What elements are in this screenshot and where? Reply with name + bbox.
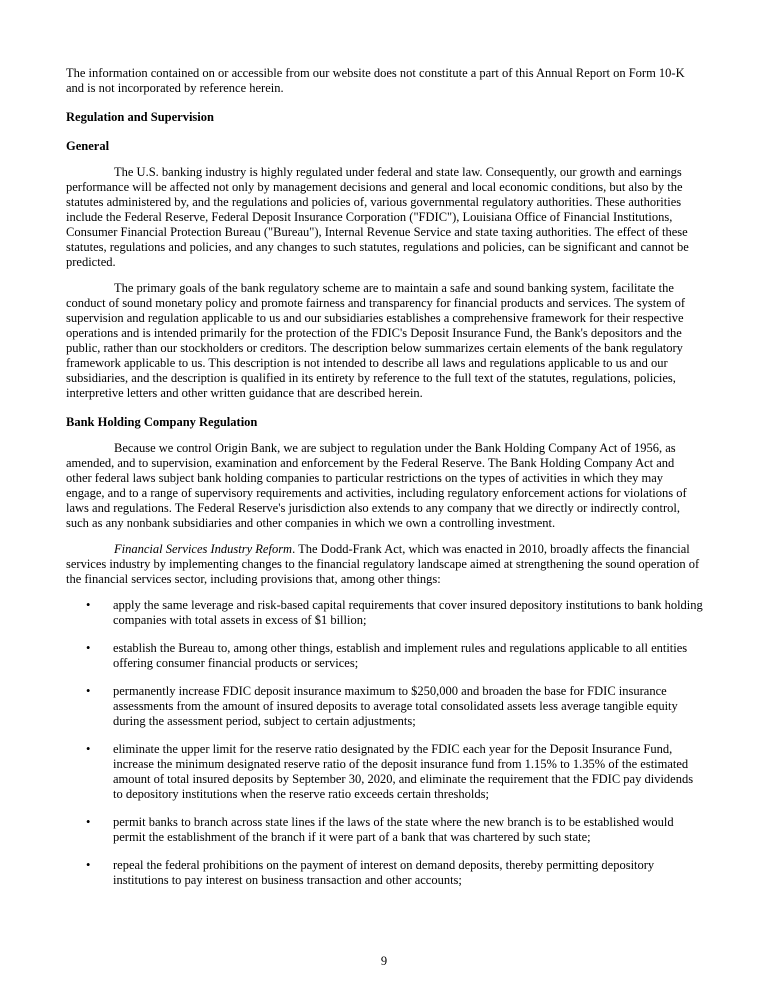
bullet-marker: • [86, 742, 91, 756]
list-item-text: eliminate the upper limit for the reserve ratio designated by the FDIC each year for the Deposit Insurance Fund, increase the minimum designated reserve ratio of the deposit insurance fund from 1.15% to 1.35% of the estimated amount of total insured deposits by September 30, 2020, and eliminate the requirement that the FDIC pay dividends to depository institutions when the reserve ratio exceeds certain thresholds; [113, 742, 694, 801]
bullet-marker: • [86, 858, 91, 872]
bullet-marker: • [86, 598, 91, 612]
subsection-heading-bank-holding-company-regulation: Bank Holding Company Regulation [66, 415, 258, 429]
intro-paragraph: The information contained on or accessible from our website does not constitute a part of this Annual Report on Form 10-K and is not incorporated by reference herein. [66, 66, 685, 95]
page-number: 9 [380, 954, 388, 968]
list-item [66, 684, 703, 729]
paragraph-banking-industry: The U.S. banking industry is highly regulated under federal and state law. Consequently, our growth and earnings performance will be affected not only by management decisions and general and local economic conditions, but also by the statutes administered by, and the regulations and policies of, various governmental regulatory authorities. These authorities include the Federal Reserve, Federal Deposit Insurance Corporation ("FDIC"), Louisiana Office of Financial Institutions, Consumer Financial Protection Bureau ("Bureau"), Internal Revenue Service and state taxing authorities. The effect of these statutes, regulations and policies, and any changes to such statutes, regulations and policies, can be significant and cannot be predicted. [66, 165, 689, 269]
paragraph-primary-goals: The primary goals of the bank regulatory scheme are to maintain a safe and sound banking system, facilitate the conduct of sound monetary policy and promote fairness and transparency for financial products and services. The system of supervision and regulation applicable to us and our subsidiaries establishes a comprehensive framework for their respective operations and is intended primarily for the protection of the FDIC's Deposit Insurance Fund, the Bank's depositors and the public, rather than our stockholders or creditors. The description below summarizes certain elements of the bank regulatory framework applicable to us. This description is not intended to describe all laws and regulations applicable to us and our subsidiaries, and the description is qualified in its entirety by reference to the full text of the statutes, regulations, policies, interpretive letters and other written guidance that are described herein. [66, 281, 686, 400]
list-item [66, 742, 703, 802]
reform-rest-text: . The Dodd-Frank Act, which was enacted in 2010, broadly affects the financial services industry by implementing changes to the financial regulatory landscape aimed at strengthening the sound operation of the financial services sector, including provisions that, among other things: [66, 542, 700, 586]
bullet-marker: • [86, 684, 91, 698]
dodd-frank-provisions-list [66, 598, 703, 888]
list-item-text: establish the Bureau to, among other things, establish and implement rules and regulations applicable to all entities offering consumer financial products or services; [113, 641, 688, 670]
list-item-text: permanently increase FDIC deposit insurance maximum to $250,000 and broaden the base for FDIC insurance assessments from the amount of insured deposits to average total consolidated assets less average tangible equity during the assessment period, subject to certain adjustments; [113, 684, 678, 728]
list-item [66, 815, 703, 845]
bullet-marker: • [86, 815, 91, 829]
list-item-text: apply the same leverage and risk-based capital requirements that cover insured depository institutions to bank holding companies with total assets in excess of $1 billion; [113, 598, 703, 627]
subsection-heading-general: General [66, 139, 110, 153]
list-item-text: permit banks to branch across state lines if the laws of the state where the new branch is to be established would permit the establishment of the branch if it were part of a bank that was chartered by such state; [113, 815, 674, 844]
document-content [66, 66, 703, 901]
reform-lead-italic: Financial Services Industry Reform [114, 542, 293, 556]
list-item [66, 598, 703, 628]
section-heading-regulation-and-supervision: Regulation and Supervision [66, 110, 214, 124]
list-item [66, 641, 703, 671]
list-item-text: repeal the federal prohibitions on the payment of interest on demand deposits, thereby permitting depository institutions to pay interest on business transaction and other accounts; [113, 858, 655, 887]
bullet-marker: • [86, 641, 91, 655]
paragraph-financial-services-reform [66, 542, 703, 587]
list-item [66, 858, 703, 888]
paragraph-control-origin-bank: Because we control Origin Bank, we are subject to regulation under the Bank Holding Company Act of 1956, as amended, and to supervision, examination and enforcement by the Federal Reserve. The Bank Holding Company Act and other federal laws subject bank holding companies to particular restrictions on the types of activities in which they may engage, and to a range of supervisory requirements and activities, including regulatory enforcement actions for violations of laws and regulations. The Federal Reserve's jurisdiction also extends to any company that we directly or indirectly control, such as any nonbank subsidiaries and other companies in which we own a controlling investment. [66, 441, 687, 530]
